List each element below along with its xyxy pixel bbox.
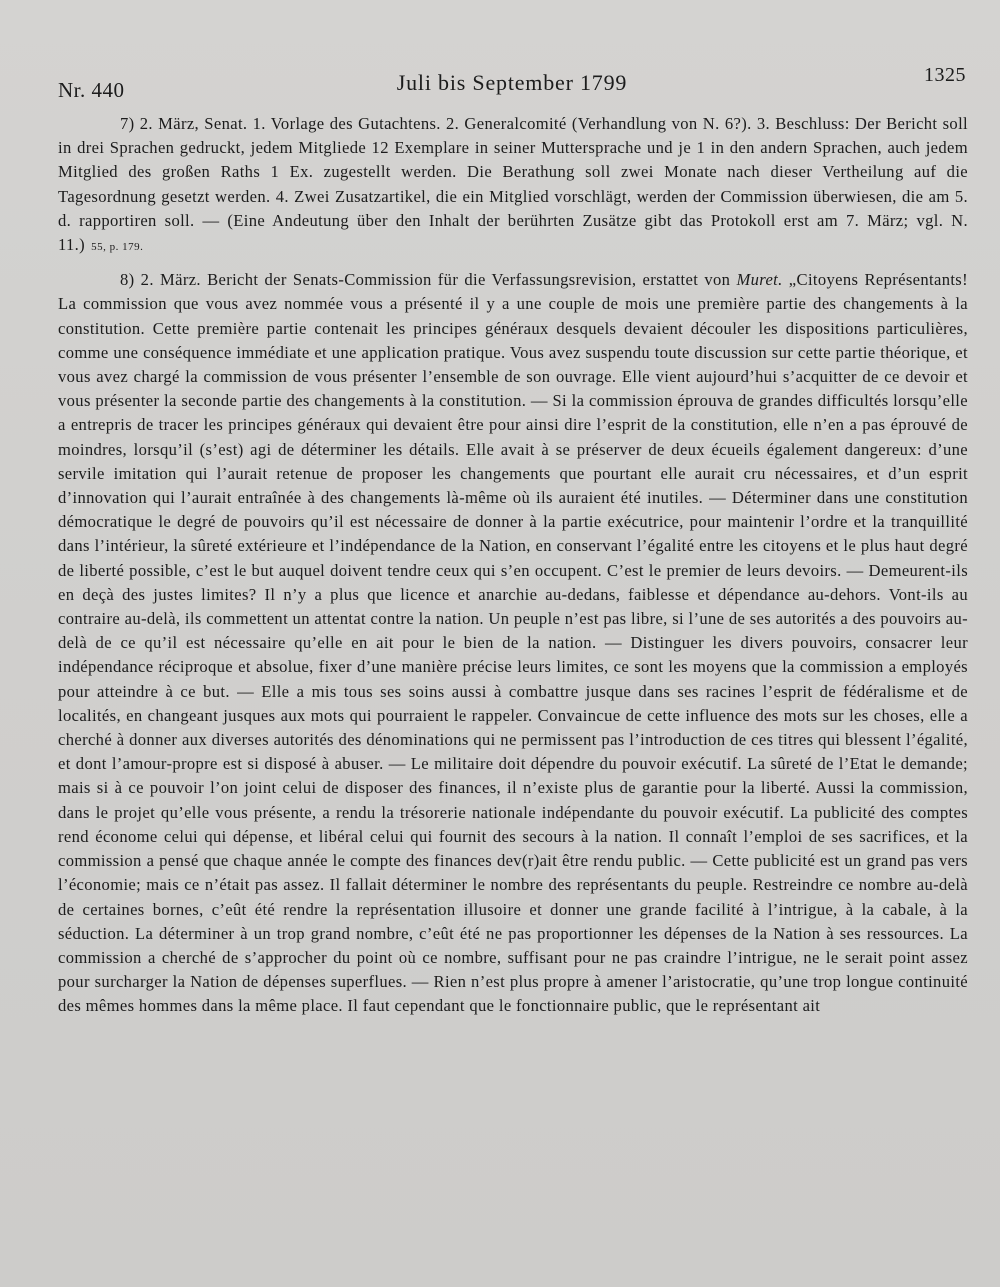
entry-paragraph-8 — [58, 268, 968, 1018]
entry-7-text: 7) 2. März, Senat. 1. Vorlage des Gutachtens. 2. Generalcomité (Verhandlung von N. 6?). 3. Beschluss: Der Bericht soll in drei Sprachen gedruckt, jedem Mitgliede 12 Exemplare in seiner Muttersprache und je 1 in den andern Sprachen, auch jedem Mitglied des großen Raths 1 Ex. zugestellt werden. Die Berathung soll zwei Monate nach dieser Vertheilung auf die Tagesordnung gesetzt werden. 4. Zwei Zusatzartikel, die ein Mitglied vorschlägt, werden der Commission überwiesen, die am 5. d. rapportiren soll. — (Eine Andeutung über den Inhalt der berührten Zusätze gibt das Protokoll erst am 7. März; vgl. N. 11.) — [58, 114, 968, 255]
document-body — [58, 112, 968, 1019]
source-reference: 55, p. 179. — [91, 241, 144, 254]
page-number: 1325 — [924, 64, 966, 86]
entry-paragraph-7 — [58, 112, 968, 259]
page-header — [58, 62, 966, 102]
entry-8-lead: 8) 2. März. Bericht der Senats-Commission für die Verfassungsrevision, erstattet von — [120, 270, 737, 290]
entry-8-text: „Citoyens Représentants! La commission que vous avez nommée vous a présenté il y a une couple de mois une première partie des changements à la constitution. Cette première partie contenait les principes généraux desquels devaient découler les dispositions particulières, comme une conséquence immédiate et une application pratique. Vous avez suspendu toute discussion sur cette partie théorique, et vous avez chargé la commission de vous présenter l’ensemble de son ouvrage. Elle vient aujourd’hui s’acquitter de ce devoir et vous présenter la seconde partie des changements à la constitution. — Si la commission éprouva de grandes difficultés lorsqu’elle a entrepris de tracer les principes généraux qui devaient être pour ainsi dire l’esprit de la constitution, elle n’en a pas éprouvé de moindres, lorsqu’il (s’est) agi de déterminer les détails. Elle avait à se préserver de deux écueils également dangereux: d’une servile imitation qui l’aurait retenue de proposer les changements que pourtant elle aurait cru nécessaires, et d’un esprit d’innovation qui l’aurait entraînée à des changements là-même où ils auraient été inutiles. — Déterminer dans une constitution démocratique le degré de pouvoirs qu’il est nécessaire de donner à la partie exécutrice, pour maintenir l’ordre et la tranquillité dans l’intérieur, la sûreté extérieure et l’indépendance de la Nation, en conservant l’égalité entre les citoyens et le plus haut degré de liberté possible, c’est le but auquel doivent tendre ceux qui s’en occupent. C’est le premier de leurs devoirs. — Demeurent-ils en deçà des justes limites? Il n’y a plus que licence et anarchie au-dedans, faiblesse et dépendance au-dehors. Vont-ils au contraire au-delà, ils commettent un attentat contre la nation. Un peuple n’est pas libre, si l’une de ses autorités a des pouvoirs au-delà de ce qu’il est nécessaire qu’elle en ait pour le bien de la nation. — Distinguer les divers pouvoirs, consacrer leur indépendance réciproque et absolue, fixer d’une manière précise leurs limites, ce sont les moyens que la commission a employés pour atteindre à ce but. — Elle a mis tous ses soins aussi à combattre jusque dans ses racines l’esprit de fédéralisme et de localités, en changeant jusques aux mots qui pourraient le rappeler. Convaincue de cette influence des mots sur les choses, elle a cherché à donner aux diverses autorités des dénominations qui ne permissent pas l’introduction de ces titres qui blessent l’égalité, et dont l’amour-propre est si disposé à abuser. — Le militaire doit dépendre du pouvoir exécutif. La sûreté de l’Etat le demande; mais si à ce pouvoir l’on joint celui de disposer des finances, il n’existe plus de garantie pour la liberté. Aussi la commission, dans le projet qu’elle vous présente, a rendu la trésorerie nationale indépendante du pouvoir exécutif. La publicité des comptes rend économe celui qui dépense, et libéral celui qui fournit des secours à la nation. Il connaît l’emploi de ses sacrifices, et la commission a pensé que chaque année le compte des finances dev(r)ait être rendu public. — Cette publicité est un grand pas vers l’économie; mais ce n’était pas assez. Il fallait déterminer le nombre des représentants du peuple. Restreindre ce nombre au-delà de certaines bornes, c’eût été rendre la représentation illusoire et donner une grande facilité à l’intrigue, à la cabale, à la séduction. La déterminer à un trop grand nombre, c’eût été ne pas proportionner les dépenses de la Nation à ses ressources. La commission a cherché de s’approcher du point où ce nombre, suffisant pour ne pas craindre l’intrigue, ne le serait point assez pour surcharger la Nation de dépenses superflues. — Rien n’est plus propre à amener l’aristocratie, qu’une trop longue continuité des mêmes hommes dans la même place. Il faut cependant que le fonctionnaire public, que le représentant ait — [58, 270, 968, 1016]
document-number: Nr. 440 — [58, 78, 125, 102]
running-title: Juli bis September 1799 — [396, 70, 628, 95]
author-name: Muret. — [736, 270, 783, 290]
